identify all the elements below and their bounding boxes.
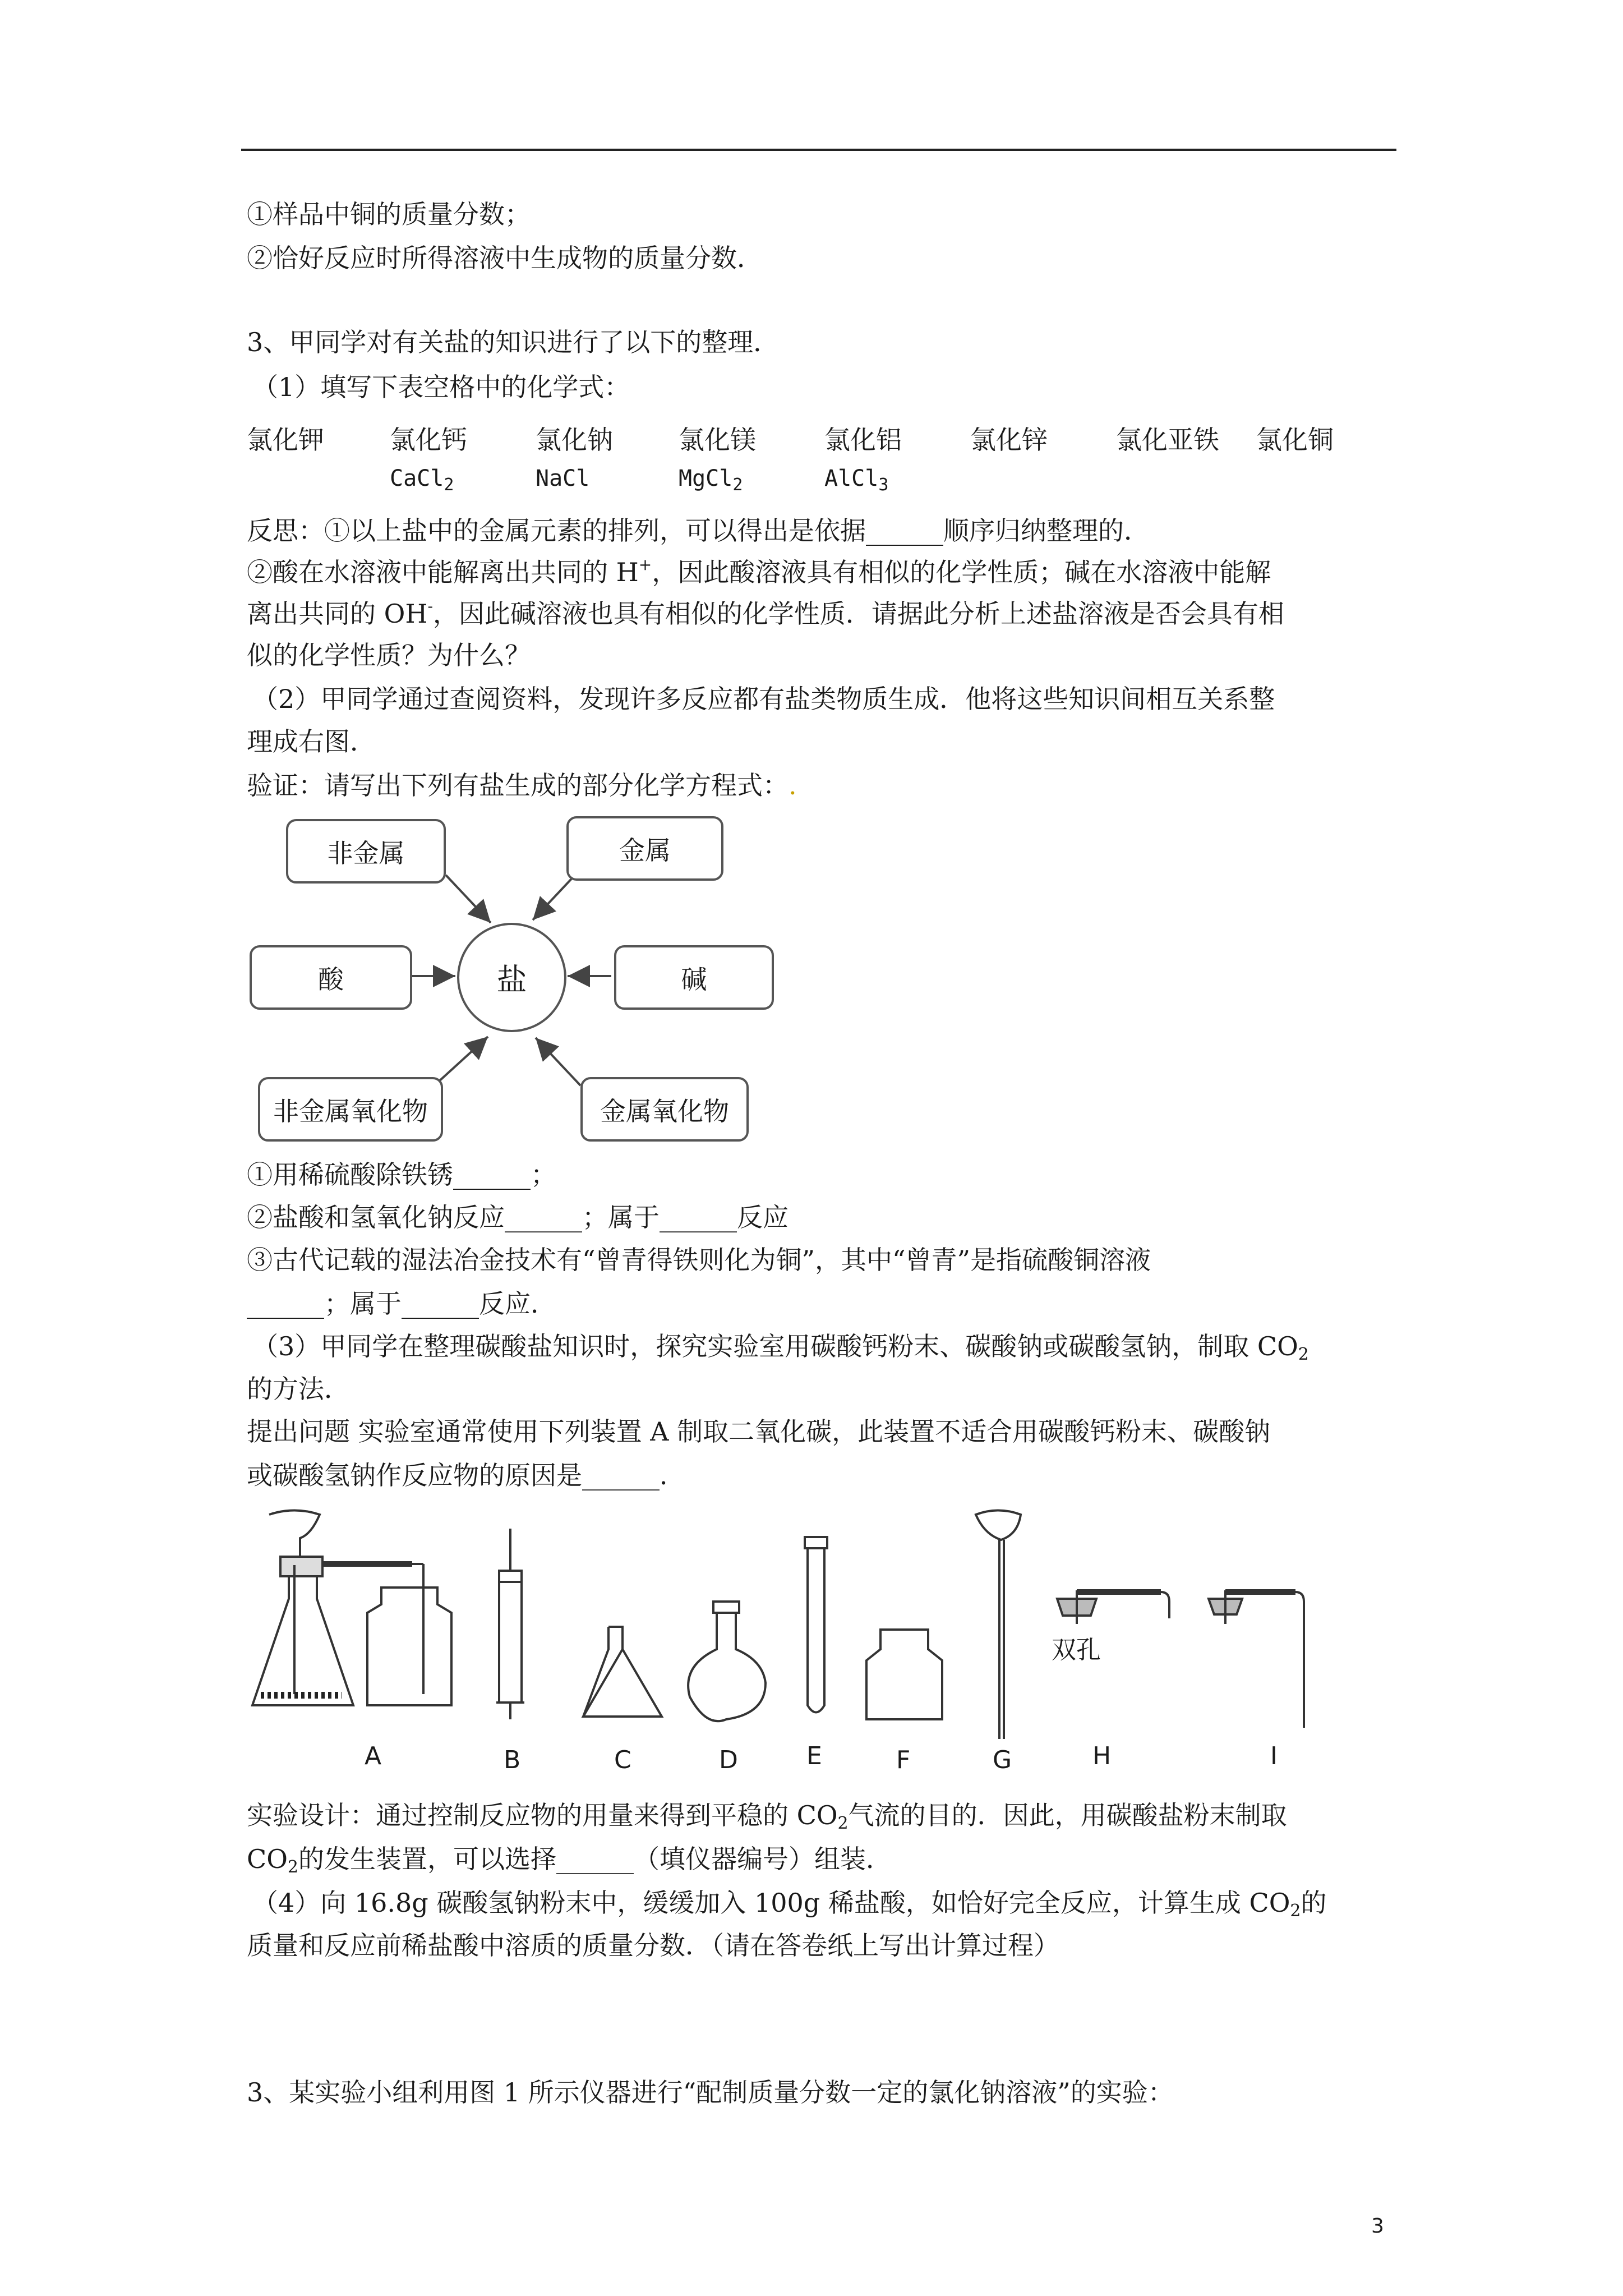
text-line: ①样品中铜的质量分数； xyxy=(247,199,531,229)
text-line: 质量和反应前稀盐酸中溶质的质量分数．（请在答卷纸上写出计算过程） xyxy=(247,1930,1059,1961)
apparatus-label-e: E xyxy=(806,1742,822,1770)
text-line: 或碳酸氢钠作反应物的原因是______． xyxy=(247,1460,685,1490)
text-line: （3）甲同学在整理碳酸盐知识时，探究实验室用碳酸钙粉末、碳酸钠或碳酸氢钠，制取 $CO_2$ xyxy=(252,1331,1309,1364)
node-acid: 酸 xyxy=(250,945,412,1010)
page-number: 3 xyxy=(1371,2215,1384,2238)
apparatus-label-g: G xyxy=(993,1746,1012,1774)
text-line: 理成右图． xyxy=(247,726,376,757)
text-line: 反思：①以上盐中的金属元素的排列，可以得出是依据______顺序归纳整理的． xyxy=(247,516,1150,546)
salt-relationship-diagram xyxy=(241,808,763,1144)
node-nonmetal: 非金属 xyxy=(286,819,446,884)
text-line: ②酸在水溶液中能解离出共同的 H+，因此酸溶液具有相似的化学性质；碱在水溶液中能解 xyxy=(247,555,1271,587)
apparatus-label-f: F xyxy=(896,1746,911,1774)
text-line: 验证：请写出下列有盐生成的部分化学方程式：. xyxy=(247,770,797,800)
text-line: （1）填写下表空格中的化学式： xyxy=(252,372,630,402)
salt-formula: AlCl$_3$ xyxy=(824,466,889,495)
apparatus-h xyxy=(1057,1590,1169,1624)
text-line: 提出问题 实验室通常使用下列装置 A 制取二氧化碳，此装置不适合用碳酸钙粉末、碳酸钠 xyxy=(247,1416,1271,1447)
text-line: ③古代记载的湿法冶金技术有“曾青得铁则化为铜”，其中“曾青”是指硫酸铜溶液 xyxy=(247,1245,1151,1275)
question-heading: 3、甲同学对有关盐的知识进行了以下的整理． xyxy=(247,327,780,357)
salt-formula: NaCl xyxy=(536,466,590,491)
apparatus-b xyxy=(496,1529,524,1719)
text-line: ______；属于______反应． xyxy=(247,1289,556,1319)
apparatus-i xyxy=(1209,1590,1304,1728)
apparatus-label-h: H xyxy=(1092,1742,1112,1770)
text-line: 似的化学性质？为什么？ xyxy=(247,640,531,670)
apparatus-caption-h: 双孔 xyxy=(1052,1636,1101,1664)
apparatus-label-d: D xyxy=(719,1746,738,1774)
node-salt: 盐 xyxy=(457,923,566,1032)
text-line: ①用稀硫酸除铁锈______； xyxy=(247,1159,556,1190)
salt-name: 氯化钠 xyxy=(536,425,613,455)
text-line: 的方法． xyxy=(247,1374,350,1404)
apparatus-label-a: A xyxy=(365,1742,382,1770)
text-line: （2）甲同学通过查阅资料，发现许多反应都有盐类物质生成．他将这些知识间相互关系整 xyxy=(252,684,1275,714)
question-heading: 3、某实验小组利用图 1 所示仪器进行“配制质量分数一定的氯化钠溶液”的实验： xyxy=(247,2077,1174,2108)
apparatus-label-i: I xyxy=(1270,1742,1278,1770)
salt-name: 氯化锌 xyxy=(970,425,1048,455)
salt-name: 氯化钙 xyxy=(390,425,467,455)
apparatus-drawing xyxy=(241,1503,1340,1784)
apparatus-a xyxy=(252,1511,451,1706)
apparatus-label-c: C xyxy=(614,1746,631,1774)
salt-name: 氯化镁 xyxy=(679,425,756,455)
text-line: （4）向 16.8g 碳酸氢钠粉末中，缓缓加入 100g 稀盐酸，如恰好完全反应，计算生成 $CO_2$的 xyxy=(252,1888,1327,1921)
text-line: ②恰好反应时所得溶液中生成物的质量分数． xyxy=(247,243,763,273)
apparatus-g xyxy=(976,1511,1021,1740)
salt-name: 氯化钾 xyxy=(247,425,324,455)
apparatus-f xyxy=(866,1630,942,1719)
node-base: 碱 xyxy=(614,945,774,1010)
apparatus-figure xyxy=(241,1503,1340,1784)
apparatus-e xyxy=(805,1537,827,1713)
salt-table xyxy=(247,420,1346,498)
node-metal: 金属 xyxy=(566,816,723,881)
header-rule xyxy=(241,149,1396,151)
salt-name: 氯化铜 xyxy=(1256,425,1334,455)
node-nonmetal-oxide: 非金属氧化物 xyxy=(258,1077,443,1142)
text-line: ②盐酸和氢氧化钠反应______；属于______反应 xyxy=(247,1202,789,1232)
text-line: 实验设计：通过控制反应物的用量来得到平稳的 $CO_2$气流的目的．因此，用碳酸盐粉末制取 xyxy=(247,1800,1287,1833)
apparatus-c xyxy=(583,1627,662,1717)
text-line: $CO_2$的发生装置，可以选择______（填仪器编号）组装． xyxy=(247,1844,892,1877)
salt-formula: CaCl$_2$ xyxy=(390,466,454,495)
apparatus-label-b: B xyxy=(504,1746,521,1774)
text-line: 离出共同的 OH-，因此碱溶液也具有相似的化学性质．请据此分析上述盐溶液是否会具有相 xyxy=(247,597,1284,629)
salt-name: 氯化亚铁 xyxy=(1116,425,1219,455)
node-metal-oxide: 金属氧化物 xyxy=(580,1077,749,1142)
salt-name: 氯化铝 xyxy=(824,425,902,455)
salt-formula: MgCl$_2$ xyxy=(679,466,743,495)
apparatus-d xyxy=(688,1602,766,1721)
